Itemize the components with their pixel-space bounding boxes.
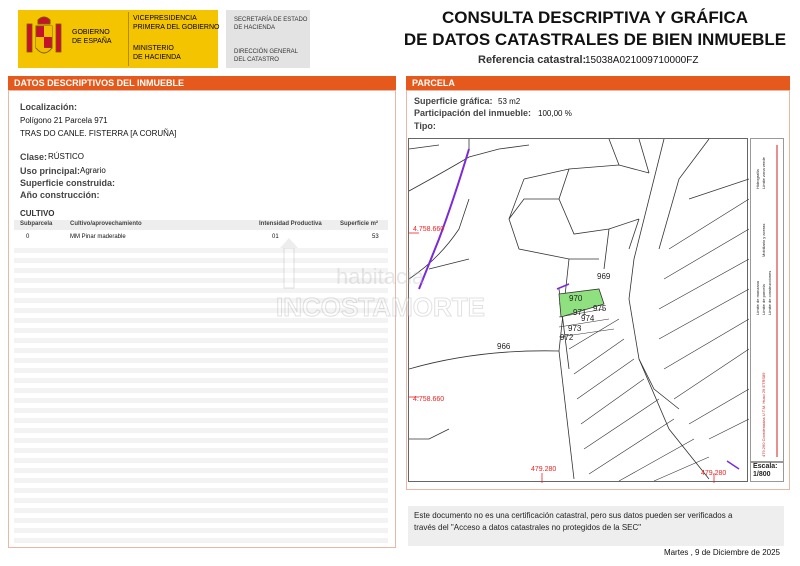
superficie-grafica-value: 53 m2 [498, 97, 521, 106]
map-coord-left: 4.758.660 [413, 396, 445, 403]
table-stripe [14, 458, 388, 463]
col-subparcela: Subparcela [20, 221, 53, 227]
gov-line2: DE ESPAÑA [72, 38, 112, 45]
table-stripe [14, 518, 388, 523]
col-cultivo: Cultivo/aprovechamiento [70, 221, 142, 227]
cell-intensidad: 01 [272, 234, 279, 240]
vice-line1: VICEPRESIDENCIA [133, 15, 197, 22]
table-stripe [14, 538, 388, 543]
document-title-line1: CONSULTA DESCRIPTIVA Y GRÁFICA [441, 8, 749, 27]
clase-value: RÚSTICO [48, 152, 84, 161]
table-stripe [14, 478, 388, 483]
cell-subparcela: 0 [26, 234, 30, 240]
ref-label: Referencia catastral: [478, 54, 587, 66]
participacion-label: Participación del inmueble: [414, 108, 532, 118]
anio-construccion-label: Año construcción: [20, 190, 100, 200]
map-scale [750, 462, 784, 482]
sec-line2: DE HACIENDA [234, 25, 276, 31]
section-header-descriptivos: DATOS DESCRIPTIVOS DEL INMUEBLE [8, 76, 396, 90]
legend-drawing [751, 139, 785, 463]
table-stripe [14, 408, 388, 413]
ministry-line2: DE HACIENDA [133, 54, 181, 61]
table-stripe [14, 448, 388, 453]
legend-hidrografia: Hidrografía [755, 169, 760, 189]
uso-value: Agrario [80, 166, 106, 175]
legend-zona-verde: Límite zona verde [761, 157, 766, 189]
table-stripe [14, 378, 388, 383]
secretaria-name [234, 16, 307, 32]
legend-coord-note: 479.260 Coordenadas U.T.M. Huso 29 ETRS89 [761, 372, 766, 457]
localizacion-line1: Polígono 21 Parcela 971 [20, 116, 108, 125]
table-stripe [14, 488, 388, 493]
table-stripe [14, 338, 388, 343]
parcel-969-label: 969 [597, 272, 611, 281]
gov-name [72, 28, 112, 46]
document-date: Martes , 9 de Diciembre de 2025 [663, 548, 780, 557]
localizacion-line2: TRAS DO CANLE. FISTERRA [A CORUÑA] [20, 129, 177, 138]
map-coord-bottom2: 479.280 [701, 470, 727, 477]
table-stripe [14, 388, 388, 393]
table-stripe [14, 358, 388, 363]
legend-mobiliario: Mobiliario y aceras [761, 223, 766, 257]
map-coord-bottom1: 479.280 [531, 466, 557, 473]
direccion-name [234, 48, 298, 64]
dir-line2: DEL CATASTRO [234, 57, 279, 63]
table-stripe [14, 368, 388, 373]
gov-line1: GOBIERNO [72, 29, 110, 36]
tipo-label: Tipo: [414, 121, 436, 131]
uso-label: Uso principal: [20, 166, 81, 176]
parcel-966-label: 966 [497, 342, 511, 351]
disclaimer-box [408, 506, 784, 546]
watermark-line1: habitacia [336, 264, 425, 289]
table-stripe [14, 348, 388, 353]
legend-manzana: Límite de manzana [755, 280, 760, 315]
parcel-973-label: 973 [568, 324, 582, 333]
logo-divider [128, 12, 129, 66]
parcel-972-label: 972 [560, 333, 574, 342]
ministry-name [133, 44, 181, 62]
cell-cultivo: MM Pinar maderable [70, 234, 126, 240]
table-stripe [14, 528, 388, 533]
participacion-value: 100,00 % [538, 109, 572, 118]
legend-construcciones: Límite de construcciones [767, 270, 772, 315]
superficie-construida-label: Superficie construida: [20, 178, 116, 188]
disclaimer-line2: través del "Acceso a datos catastrales no protegidos de la SEC" [414, 523, 642, 532]
table-stripe [14, 508, 388, 513]
section-header-parcela: PARCELA [406, 76, 790, 90]
document-title-line2: DE DATOS CATASTRALES DE BIEN INMUEBLE [403, 30, 787, 49]
legend-parcela: Límite de parcela [761, 284, 766, 315]
table-stripe [14, 468, 388, 473]
table-stripe [14, 428, 388, 433]
ministry-line1: MINISTERIO [133, 45, 174, 52]
disclaimer-line1: Este documento no es una certificación catastral, pero sus datos pueden ser verificados a [414, 511, 733, 520]
dir-line1: DIRECCIÓN GENERAL [234, 49, 299, 55]
vicepresidency-name [133, 14, 219, 32]
table-stripe [14, 438, 388, 443]
cultivo-title: CULTIVO [20, 209, 55, 218]
coat-of-arms-icon [24, 14, 64, 62]
watermark-line2: INCOSTAMORTE [276, 292, 485, 322]
parcel-974-label: 974 [581, 314, 595, 323]
habitacia-watermark [270, 238, 530, 328]
parcel-970-label: 970 [569, 294, 583, 303]
table-stripe [14, 328, 388, 333]
clase-label: Clase: [20, 152, 48, 162]
localizacion-label: Localización: [20, 102, 78, 112]
map-coord-top: 4.758.660 [413, 226, 445, 233]
col-superficie: Superficie m² [340, 221, 379, 227]
superficie-grafica-label: Superficie gráfica: [414, 96, 493, 106]
table-stripe [14, 398, 388, 403]
col-intensidad: Intensidad Productiva [259, 221, 322, 227]
ref-value: 15038A021009710000FZ [585, 55, 699, 66]
cultivo-table-header [14, 220, 388, 230]
parcel-975-label: 975 [593, 304, 607, 313]
parcel-971-label: 971 [573, 308, 587, 317]
vice-line2: PRIMERA DEL GOBIERNO [133, 24, 220, 31]
map-legend [750, 138, 784, 462]
table-stripe [14, 418, 388, 423]
scale-value: 1/800 [753, 471, 771, 478]
scale-label: Escala: [753, 463, 778, 470]
table-stripe [14, 498, 388, 503]
sec-line1: SECRETARÍA DE ESTADO [234, 17, 308, 23]
cell-superficie: 53 [372, 234, 379, 240]
